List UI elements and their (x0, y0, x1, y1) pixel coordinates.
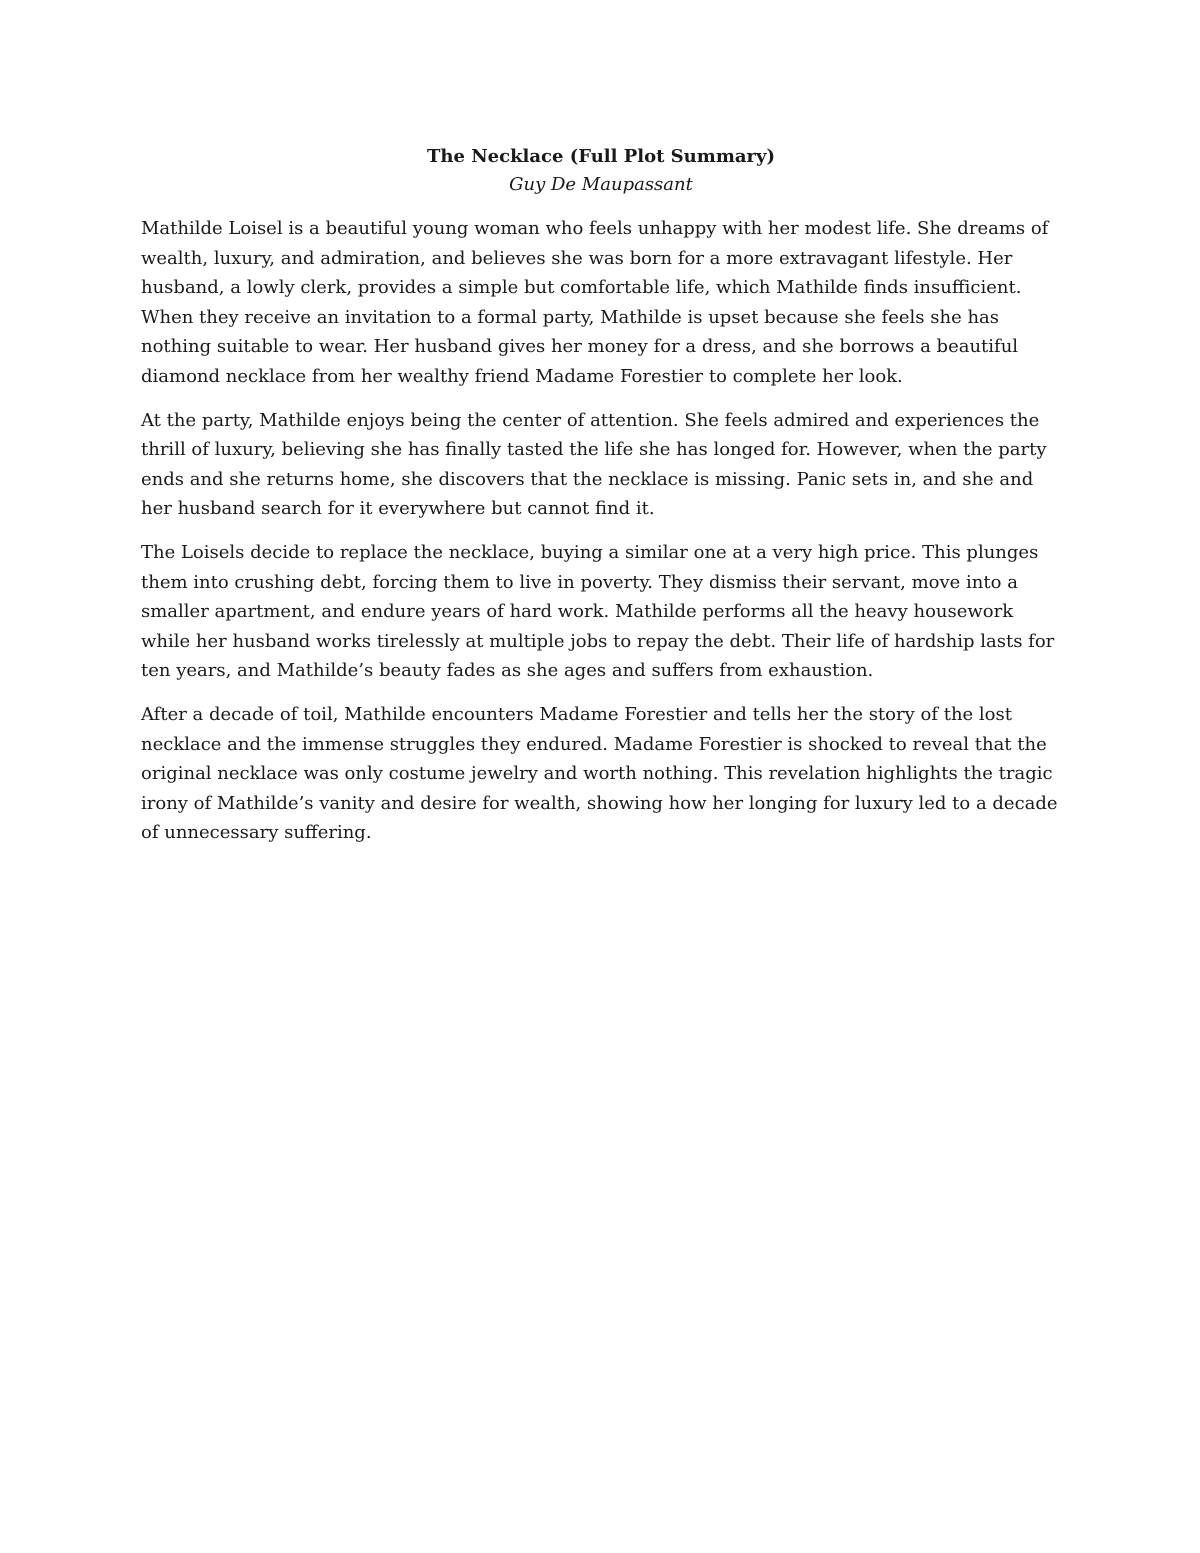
document-title: The Necklace (Full Plot Summary) (427, 146, 775, 167)
document-author: Guy De Maupassant (509, 174, 693, 195)
paragraph-4: After a decade of toil, Mathilde encounters Madame Forestier and tells her the story of the lost necklace and the immense struggles they endured. Madame Forestier is shocked to reveal that the original necklace was only costume jewelry and worth nothing. This revelation highlights the tragic irony of Mathilde’s vanity and desire for wealth, showing how her longing for luxury led to a decade of unnecessary suffering. (141, 703, 1058, 844)
paragraph-3: The Loisels decide to replace the necklace, buying a similar one at a very high price. This plunges them into crushing debt, forcing them to live in poverty. They dismiss their servant, move into a smaller apartment, and endure years of hard work. Mathilde performs all the heavy housework while her husband works tirelessly at multiple jobs to repay the debt. Their life of hardship lasts for ten years, and Mathilde’s beauty fades as she ages and suffers from exhaustion. (141, 541, 1055, 682)
paragraph-1: Mathilde Loisel is a beautiful young woman who feels unhappy with her modest life. She dreams of wealth, luxury, and admiration, and believes she was born for a more extravagant lifestyle. Her husband, a lowly clerk, provides a simple but comfortable life, which Mathilde finds insufficient. When they receive an invitation to a formal party, Mathilde is upset because she feels she has nothing suitable to wear. Her husband gives her money for a dress, and she borrows a beautiful diamond necklace from her wealthy friend Madame Forestier to complete her look. (141, 218, 1049, 387)
paragraph-2: At the party, Mathilde enjoys being the center of attention. She feels admired and experiences the thrill of luxury, believing she has finally tasted the life she has longed for. However, when the party ends and she returns home, she discovers that the necklace is missing. Panic sets in, and she and her husband search for it everywhere but cannot find it. (141, 409, 1047, 520)
document-body (141, 143, 1061, 862)
